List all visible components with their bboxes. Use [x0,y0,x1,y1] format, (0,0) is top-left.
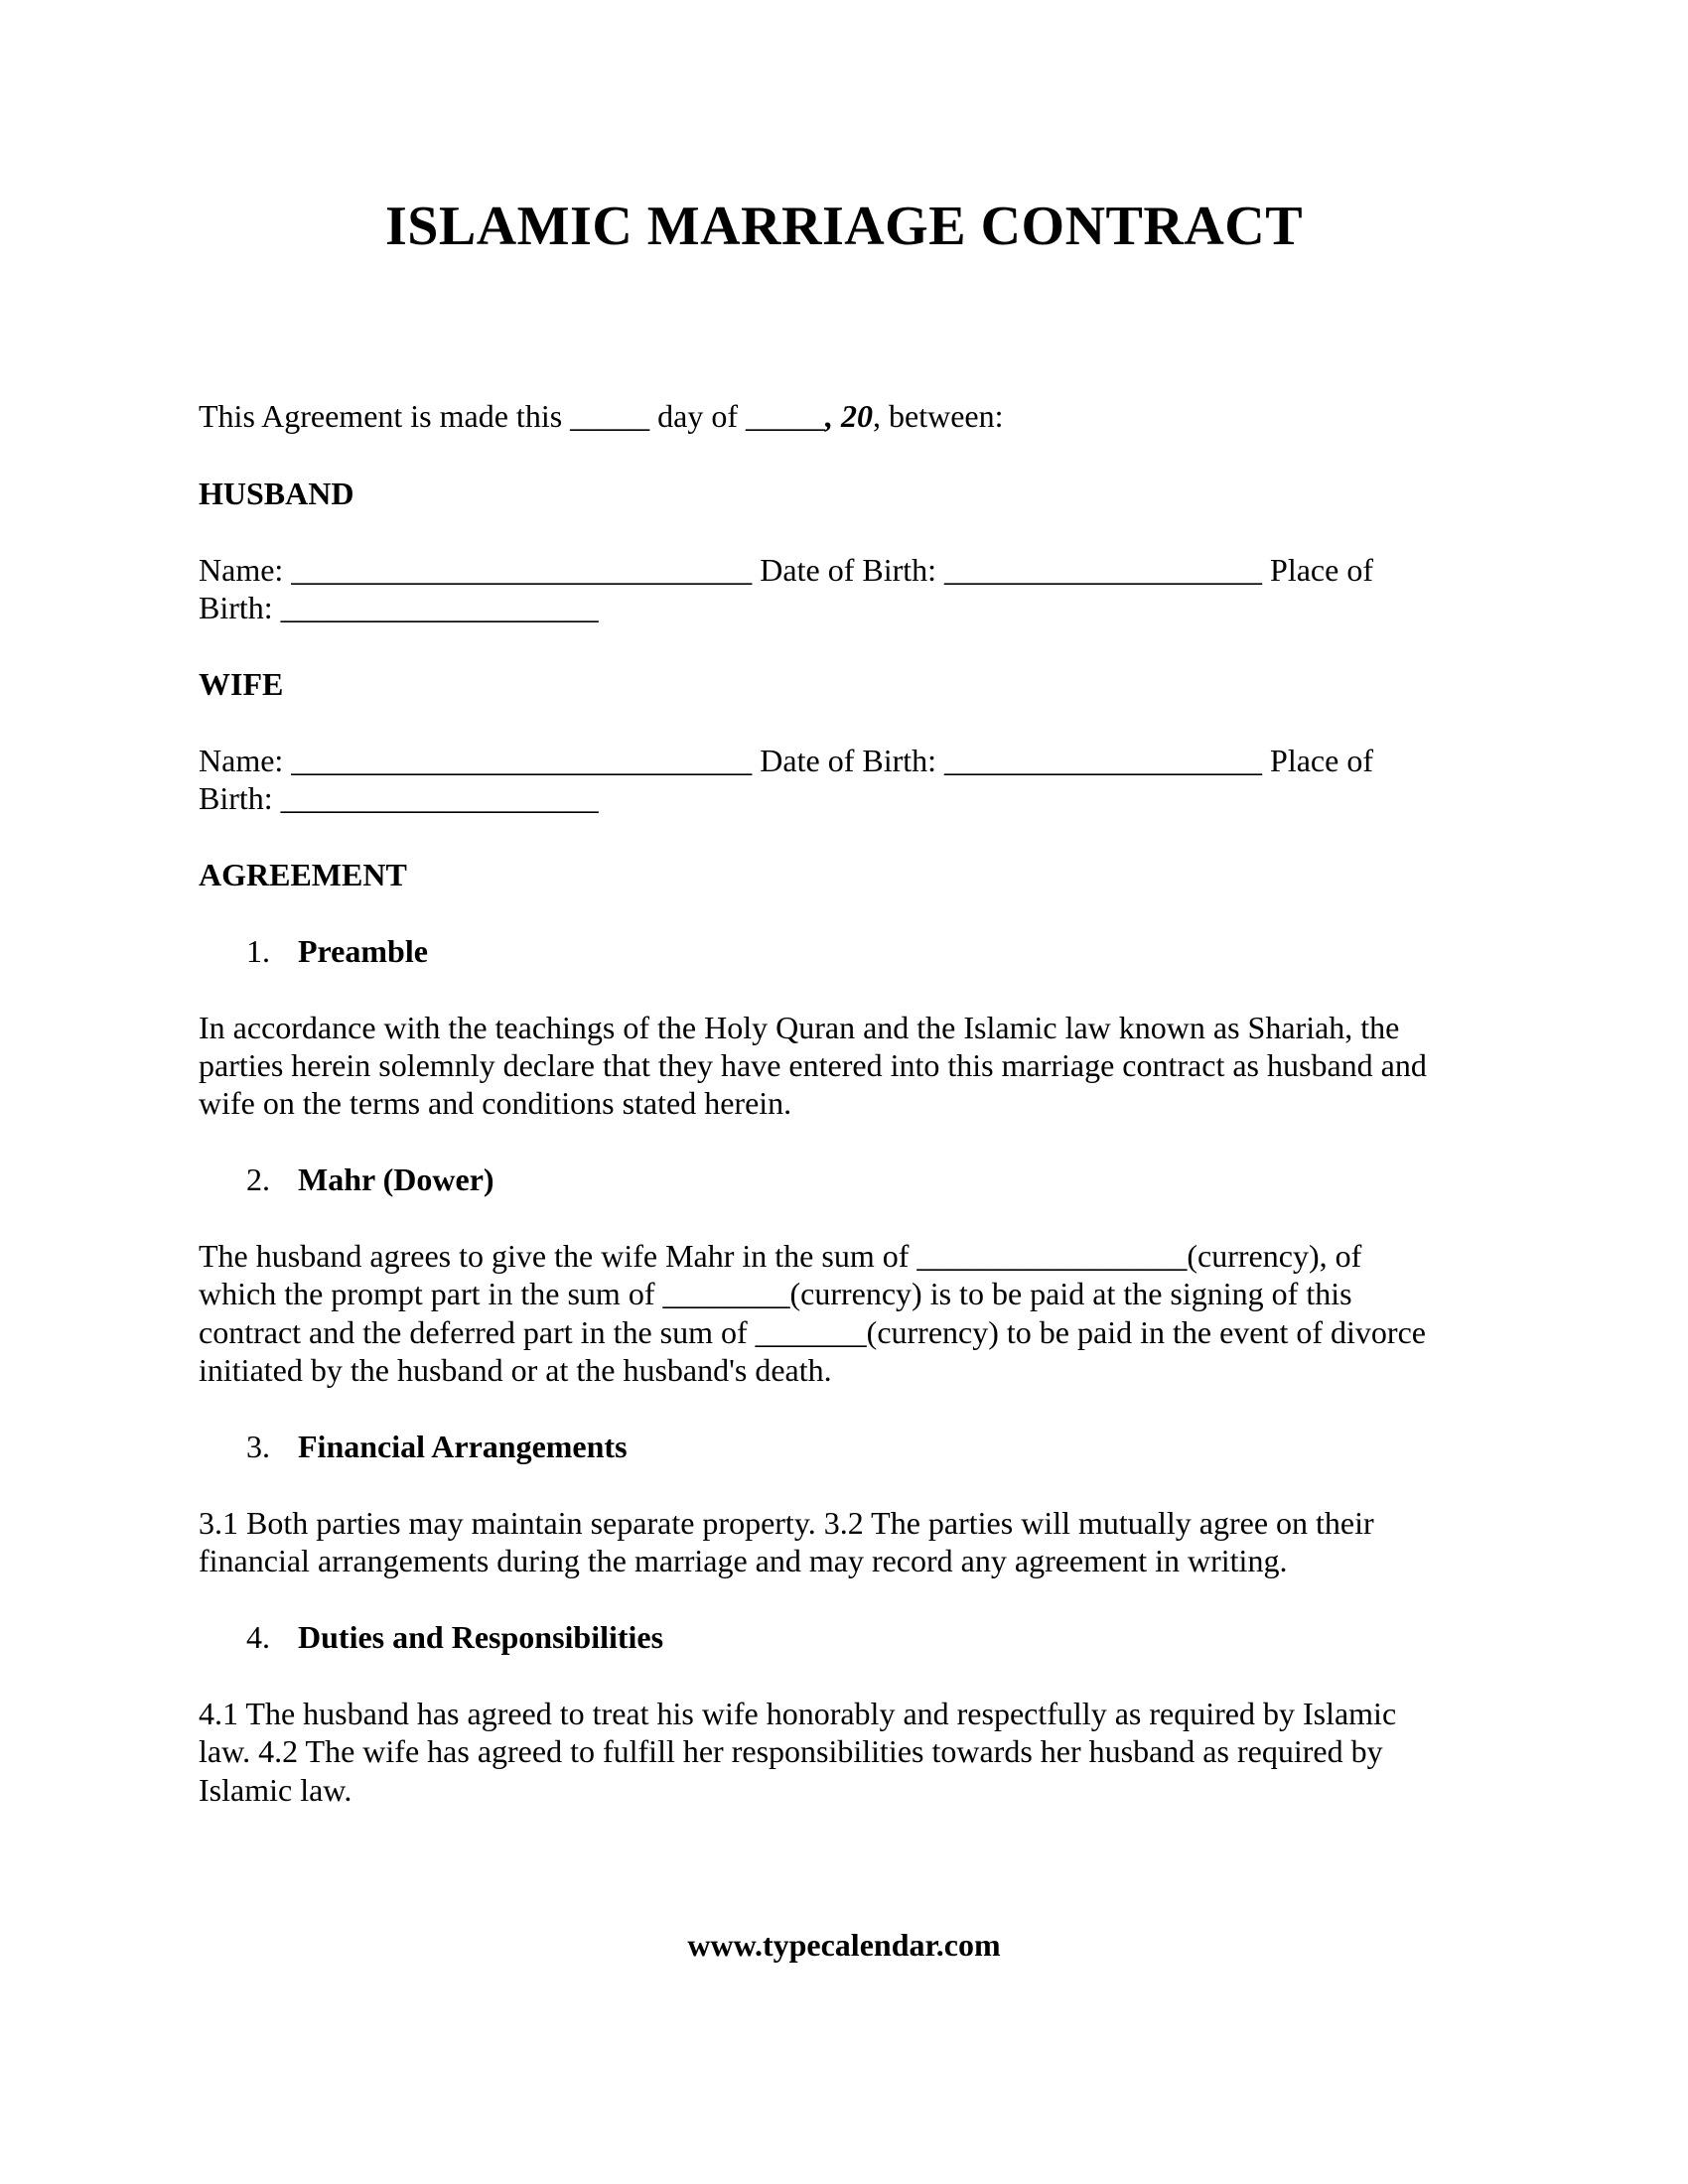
husband-fields-line-2: Birth: ____________________ [199,590,599,625]
intro-prefix: This Agreement is made this _____ day of _____ [199,398,826,434]
section-paragraph-line: Islamic law. [199,1772,352,1808]
footer-website: www.typecalendar.com [687,1927,1001,1963]
section-paragraph-line: law. 4.2 The wife has agreed to fulfill her responsibilities towards her husband as required by [199,1733,1383,1769]
section-paragraph-line: parties herein solemnly declare that they have entered into this marriage contract as husband and [199,1047,1427,1083]
wife-fields-line-2: Birth: ____________________ [199,780,599,816]
section-number: 4. [246,1619,270,1655]
section-title: Preamble [298,933,428,969]
section-paragraph-line: 4.1 The husband has agreed to treat his wife honorably and respectfully as required by Islamic [199,1696,1397,1731]
section-paragraph-line: The husband agrees to give the wife Mahr in the sum of _________________(currency), of [199,1238,1362,1274]
section-paragraph-line: which the prompt part in the sum of ________(currency) is to be paid at the signing of this [199,1276,1352,1311]
section-title: Mahr (Dower) [298,1161,494,1197]
intro-line [199,397,1489,436]
husband-heading: HUSBAND [199,476,354,511]
section-heading [246,1428,628,1465]
section-heading [246,1160,494,1198]
section-paragraph-line: initiated by the husband or at the husband's death. [199,1352,832,1388]
section-title: Duties and Responsibilities [298,1619,664,1655]
document-title: ISLAMIC MARRIAGE CONTRACT [384,196,1304,257]
section-heading [246,932,428,970]
section-heading [246,1618,663,1656]
intro-suffix: , between: [873,398,1004,434]
wife-fields-line-1: Name: _____________________________ Date of Birth: ____________________ Place of [199,743,1373,778]
intro-year: , 20 [825,398,874,434]
wife-heading: WIFE [199,666,284,702]
section-paragraph-line: 3.1 Both parties may maintain separate property. 3.2 The parties will mutually agree on their [199,1505,1374,1541]
section-number: 1. [246,933,270,969]
section-paragraph-line: wife on the terms and conditions stated herein. [199,1085,792,1121]
section-number: 3. [246,1429,270,1464]
husband-fields-line-1: Name: _____________________________ Date of Birth: ____________________ Place of [199,552,1373,588]
section-paragraph-line: contract and the deferred part in the sum of _______(currency) to be paid in the event of divorce [199,1314,1426,1350]
section-title: Financial Arrangements [298,1429,628,1464]
section-paragraph-line: In accordance with the teachings of the Holy Quran and the Islamic law known as Shariah, the [199,1010,1400,1045]
section-paragraph-line: financial arrangements during the marriage and may record any agreement in writing. [199,1543,1288,1578]
section-number: 2. [246,1161,270,1197]
agreement-heading: AGREEMENT [199,857,407,892]
